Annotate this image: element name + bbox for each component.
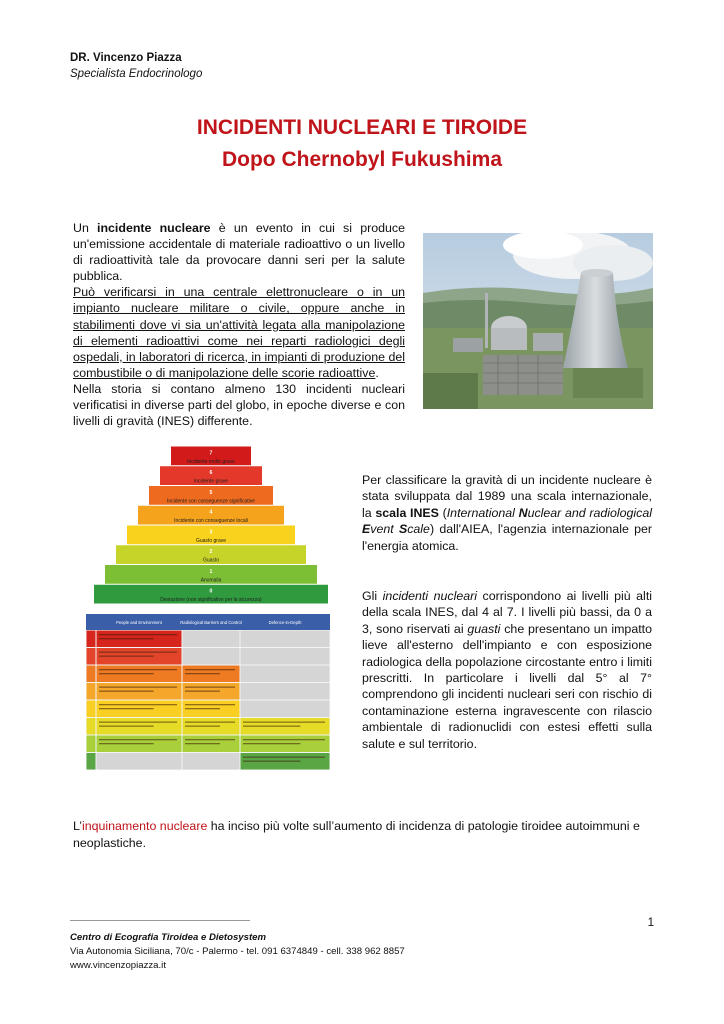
nuclear-plant-photo: [423, 233, 653, 409]
text: International: [446, 505, 519, 520]
incidents-paragraph: [362, 588, 652, 752]
table-cell-text-line: [99, 669, 177, 670]
table-cell-text-line: [99, 652, 177, 653]
footer-website[interactable]: www.vincenzopiazza.it: [70, 960, 166, 971]
incidents-term: incidenti nucleari: [382, 589, 478, 603]
intro-period: .: [375, 365, 379, 380]
text: cale: [407, 522, 430, 537]
table-cell-text-line: [99, 638, 154, 639]
table-cell-text-line: [243, 757, 325, 758]
ines-level-5-number: 5: [209, 489, 213, 496]
table-cell-text-line: [99, 634, 177, 635]
table-cell: [87, 648, 96, 665]
table-cell-text-line: [185, 743, 220, 744]
table-header-2: Radiological Barriers and Control: [180, 620, 242, 625]
table-cell-text-line: [185, 722, 235, 723]
ines-level-2-number: 2: [209, 549, 213, 556]
table-cell: [87, 701, 96, 718]
page-subtitle: Dopo Chernobyl Fukushima: [221, 148, 502, 171]
ines-level-6-label: Incidente grave: [193, 478, 229, 485]
table-cell-text-line: [185, 669, 235, 670]
ines-level-4-label: Incidente con conseguenze locali: [174, 518, 248, 525]
text: L’: [73, 819, 82, 833]
table-header-3: Defence-in-Depth: [268, 620, 302, 625]
table-header-1: People and Environment: [116, 620, 162, 625]
table-cell-text-line: [99, 739, 177, 740]
table-cell: [87, 736, 96, 753]
page-title: INCIDENTI NUCLEARI E TIROIDE: [196, 116, 528, 139]
table-cell: [87, 718, 96, 735]
intro-history: Nella storia si contano almeno 130 incidenti nucleari verificatisi in diverse parti del globo, in epoche diverse e con livelli di gravità (INES) differente.: [73, 381, 405, 429]
ines-scale-paragraph: [362, 472, 652, 554]
footer-center-name: Centro di Ecografia Tiroidea e Dietosystem: [70, 932, 267, 943]
table-cell-text-line: [99, 743, 154, 744]
table-cell: [97, 753, 182, 770]
ines-table-image: [86, 614, 330, 770]
table-cell: [241, 701, 330, 718]
table-cell-text-line: [185, 726, 220, 727]
ines-level-1-number: 1: [209, 568, 213, 575]
text: E: [362, 522, 371, 537]
ines-level-7-label: Incidente molto grave: [187, 458, 235, 465]
table-cell-text-line: [99, 687, 177, 688]
ines-level-0-number: 0: [209, 588, 213, 595]
table-cell: [241, 683, 330, 700]
table-cell: [87, 631, 96, 648]
intro-definition: è un evento in cui si produce un'emissione accidentale di materiale radioattivo o un livello di radioattività tale da provocare danni seri per la salute pubblica.: [73, 221, 405, 284]
closing-paragraph: [73, 818, 658, 852]
ines-level-0-label: Deviazione (non significativo per la sicurezza): [160, 597, 262, 604]
table-cell-text-line: [243, 739, 325, 740]
table-cell-text-line: [185, 708, 220, 709]
text: ) dall'AIEA, l'agenzia internazionale per l'energia atomica.: [362, 522, 653, 553]
table-cell-text-line: [99, 673, 154, 674]
author-role: Specialista Endocrinologo: [70, 68, 203, 80]
table-cell: [183, 631, 240, 648]
footer-divider: [70, 920, 250, 921]
table-cell-text-line: [99, 726, 154, 727]
intro-term: incidente nucleare: [97, 221, 211, 235]
ines-level-1-label: Anomalia: [200, 577, 222, 584]
table-cell-text-line: [185, 673, 220, 674]
text: N: [518, 505, 528, 520]
table-cell: [241, 648, 330, 665]
text: S: [398, 522, 408, 537]
table-cell: [183, 648, 240, 665]
page-number: 1: [647, 917, 654, 929]
text: vent: [370, 522, 399, 537]
table-cell: [241, 666, 330, 683]
table-cell: [87, 683, 96, 700]
inquinamento-nucleare-link[interactable]: inquinamento nucleare: [81, 819, 208, 833]
table-cell-text-line: [185, 739, 235, 740]
table-cell-text-line: [185, 704, 235, 705]
intro-paragraph: [73, 220, 405, 429]
ines-level-4-number: 4: [209, 509, 213, 516]
text: ha inciso più volte sull’aumento di incidenza di patologie tiroidee autoimmuni e neoplastiche.: [73, 819, 640, 850]
table-cell-text-line: [185, 691, 220, 692]
table-cell: [241, 631, 330, 648]
intro-lead: Un: [73, 221, 98, 235]
scale-ines-term: scala INES: [375, 505, 439, 520]
table-cell-text-line: [243, 743, 300, 744]
intro-underlined-text: Può verificarsi in una centrale elettronucleare o in un impianto nucleare militare o civile, oppure anche in stabilimenti dove vi sia un'attività legata alla manipolazione di elementi radioattivi come nei reparti radiologici degli ospedali, in laboratori di ricerca, in impianti di produzione del combustibile o di manipolazione delle scorie radioattive: [73, 285, 405, 380]
table-cell-text-line: [99, 656, 154, 657]
ines-level-3-label: Guasto grave: [195, 537, 227, 544]
ines-level-6-number: 6: [209, 470, 213, 477]
table-cell-text-line: [243, 761, 300, 762]
ines-pyramid: [92, 446, 330, 604]
table-cell-text-line: [99, 691, 154, 692]
table-cell-text-line: [99, 704, 177, 705]
table-cell-text-line: [185, 687, 235, 688]
text: Gli: [362, 589, 383, 603]
text: Per classificare la gravità di un incidente nucleare è stata sviluppata dal 1989 una scala internazionale, la: [362, 473, 652, 520]
table-cell: [183, 753, 240, 770]
text: uclear and radiological: [527, 505, 653, 520]
ines-level-3-number: 3: [209, 529, 213, 536]
table-cell-text-line: [99, 722, 177, 723]
text: che presentano un impatto lieve all'esterno dell'impianto e con esposizione radiologica della popolazione circostante entro i limiti prescritti. In particolare i livelli dal 5° al 7° comprendono gli incidenti nucleari seri con rischio di contaminazione esterna ingravescente con rilascio ambientale di radionuclidi con estesi effetti sulla salute e sul territorio.: [362, 621, 652, 751]
ines-level-5-label: Incidente con conseguenze significative: [166, 498, 256, 505]
table-cell: [87, 753, 96, 770]
guasti-term: guasti: [467, 621, 501, 636]
table-cell-text-line: [99, 708, 154, 709]
footer-address: Via Autonomia Siciliana, 70/c - Palermo - tel. 091 6374849 - cell. 338 962 8857: [70, 946, 405, 957]
ines-level-2-label: Guasto: [202, 557, 220, 564]
author-name: DR. Vincenzo Piazza: [70, 52, 182, 64]
table-cell-text-line: [243, 726, 300, 727]
table-cell-text-line: [243, 722, 325, 723]
ines-level-7-number: 7: [209, 450, 213, 457]
table-cell: [87, 666, 96, 683]
text: (: [438, 505, 447, 520]
text: corrispondono ai livelli più alti della scala INES, dal 4 al 7. I livelli più bassi, da 0 a 3, sono riservati ai: [362, 589, 653, 636]
